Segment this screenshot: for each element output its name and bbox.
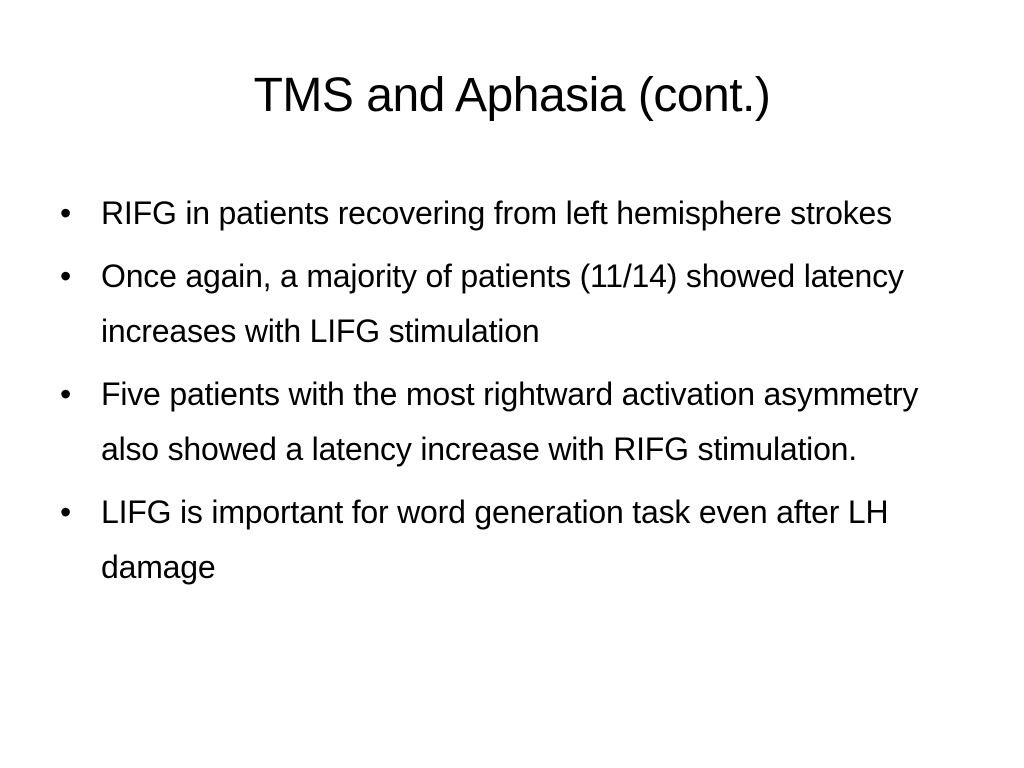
bullet-item [56, 485, 956, 595]
slide-title: TMS and Aphasia (cont.) [253, 69, 771, 122]
bullet-item [56, 249, 956, 359]
bullet-icon: • [60, 195, 72, 231]
bullet-text: RIFG in patients recovering from left hemisphere strokes [101, 195, 892, 231]
bullet-item [56, 367, 956, 477]
bullet-item [56, 186, 956, 241]
bullet-icon: • [60, 494, 72, 530]
bullet-text: Once again, a majority of patients (11/14) showed latency increases with LIFG stimulation [101, 258, 904, 349]
bullet-icon: • [60, 376, 72, 412]
bullet-list [56, 186, 956, 595]
bullet-text: Five patients with the most rightward activation asymmetry also showed a latency increase with RIFG stimulation. [101, 376, 919, 467]
bullet-icon: • [60, 258, 72, 294]
bullet-text: LIFG is important for word generation task even after LH damage [101, 494, 889, 585]
